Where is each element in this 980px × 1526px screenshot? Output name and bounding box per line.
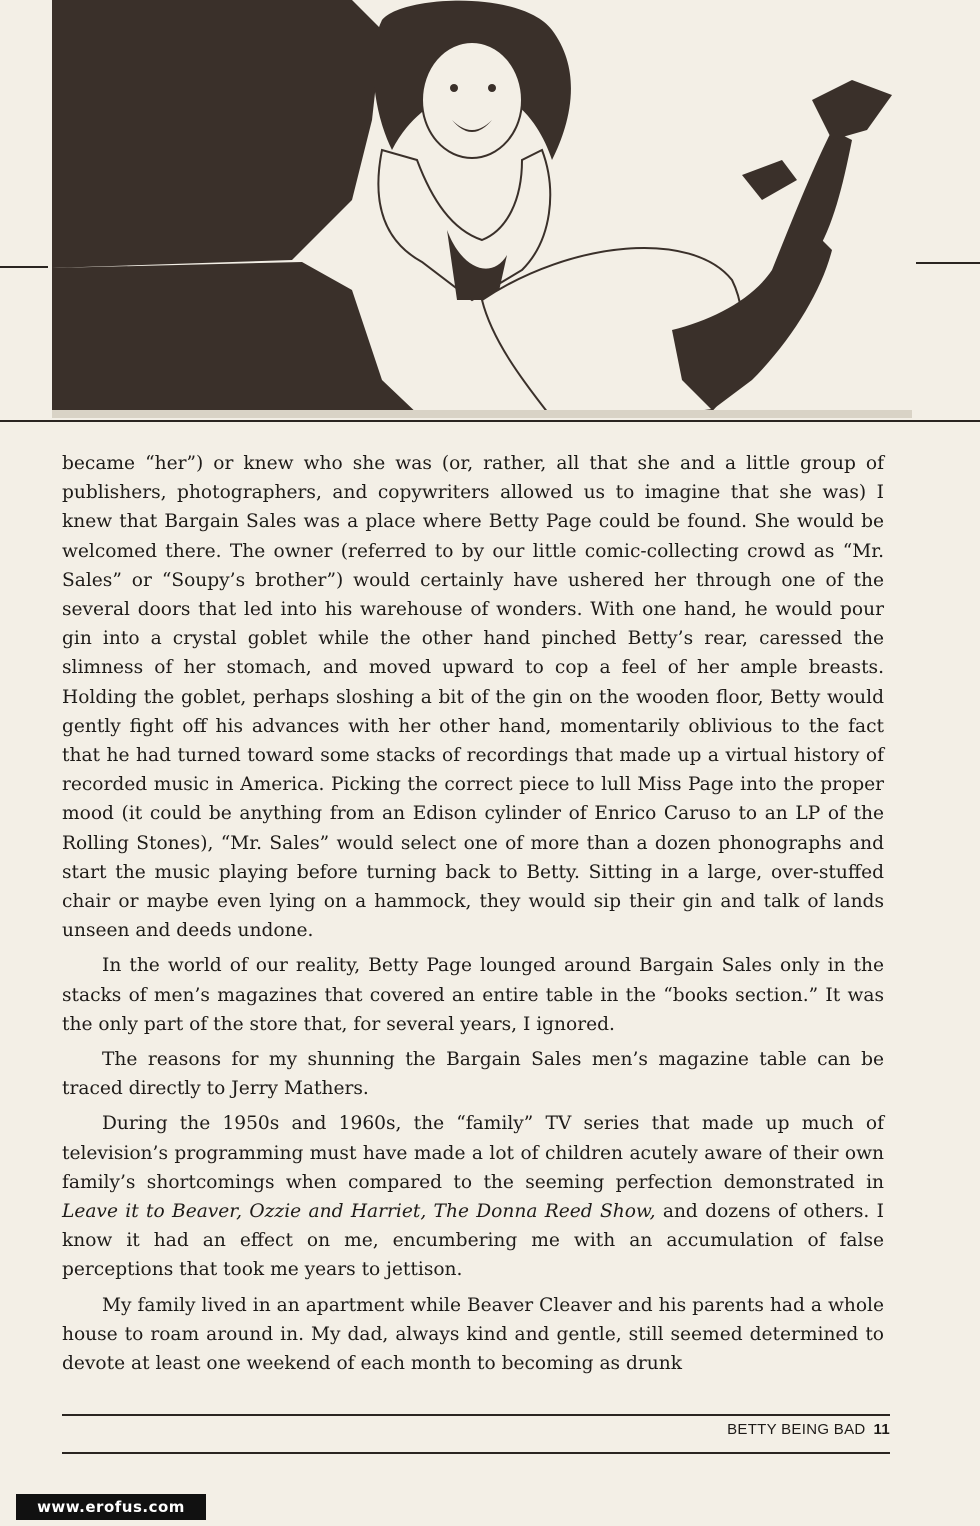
running-head: [727, 1421, 890, 1445]
footer-bottom-rule: [62, 1452, 890, 1454]
paragraph-3: The reasons for my shunning the Bargain Sales men’s magazine table can be traced directly to Jerry Mathers.: [62, 1049, 884, 1100]
paragraph-2: In the world of our reality, Betty Page lounged around Bargain Sales only in the stacks of men’s magazines that covered an entire table in the “books section.” It was the only part of the store that, for several years, I ignored.: [62, 955, 884, 1035]
tv-show-titles: Leave it to Beaver, Ozzie and Harriet, The Donna Reed Show,: [62, 1201, 656, 1223]
illustration-drawing: [52, 0, 912, 418]
right-margin-rule: [916, 262, 980, 264]
paragraph-4-after: and dozens of others. I know it had an effect on me, encumbering me with an accumulation of false perceptions that took me years to jettison.: [62, 1201, 884, 1281]
body-text: [62, 449, 884, 1384]
paragraph-5: My family lived in an apartment while Beaver Cleaver and his parents had a whole house to roam around in. My dad, always kind and gentle, still seemed determined to devote at least one weekend of each month to becoming as drunk: [62, 1294, 884, 1375]
footer-top-rule: [62, 1414, 890, 1416]
paragraph-4-before: During the 1950s and 1960s, the “family” TV series that made up much of television’s programming must have made a lot of children acutely aware of their own family’s shortcomings when compared to the seeming perfection demonstrated in: [62, 1113, 884, 1193]
paragraph-4: [62, 1109, 884, 1284]
site-watermark: www.erofus.com: [16, 1494, 206, 1520]
page-number: 11: [873, 1421, 890, 1438]
illustration-divider-rule: [0, 420, 980, 422]
pinup-illustration: [52, 0, 912, 418]
running-head-title: BETTY BEING BAD: [727, 1421, 866, 1438]
paragraph-1: became “her”) or knew who she was (or, rather, all that she and a little group of publishers, photographers, and copywriters allowed us to imagine that she was) I knew that Bargain Sales was a place where Betty Page could be found. She would be welcomed there. The owner (referred to by our little comic-collecting crowd as “Mr. Sales” or “Soupy’s brother”) would certainly have ushered her through one of the several doors that led into his warehouse of wonders. With one hand, he would pour gin into a crystal goblet while the other hand pinched Betty’s rear, caressed the slimness of her stomach, and moved upward to cop a feel of her ample breasts. Holding the goblet, perhaps sloshing a bit of the gin on the wooden floor, Betty would gently fight off his advances with her other hand, momentarily oblivious to the fact that he had turned toward some stacks of recordings that made up a virtual history of recorded music in America. Picking the correct piece to lull Miss Page into the proper mood (it could be anything from an Edison cylinder of Enrico Caruso to an LP of the Rolling Stones), “Mr. Sales” would select one of more than a dozen phonographs and start the music playing before turning back to Betty. Sitting in a large, over-stuffed chair or maybe even lying on a hammock, they would sip their gin and talk of lands unseen and deeds undone.: [62, 453, 884, 942]
left-margin-rule: [0, 266, 48, 268]
